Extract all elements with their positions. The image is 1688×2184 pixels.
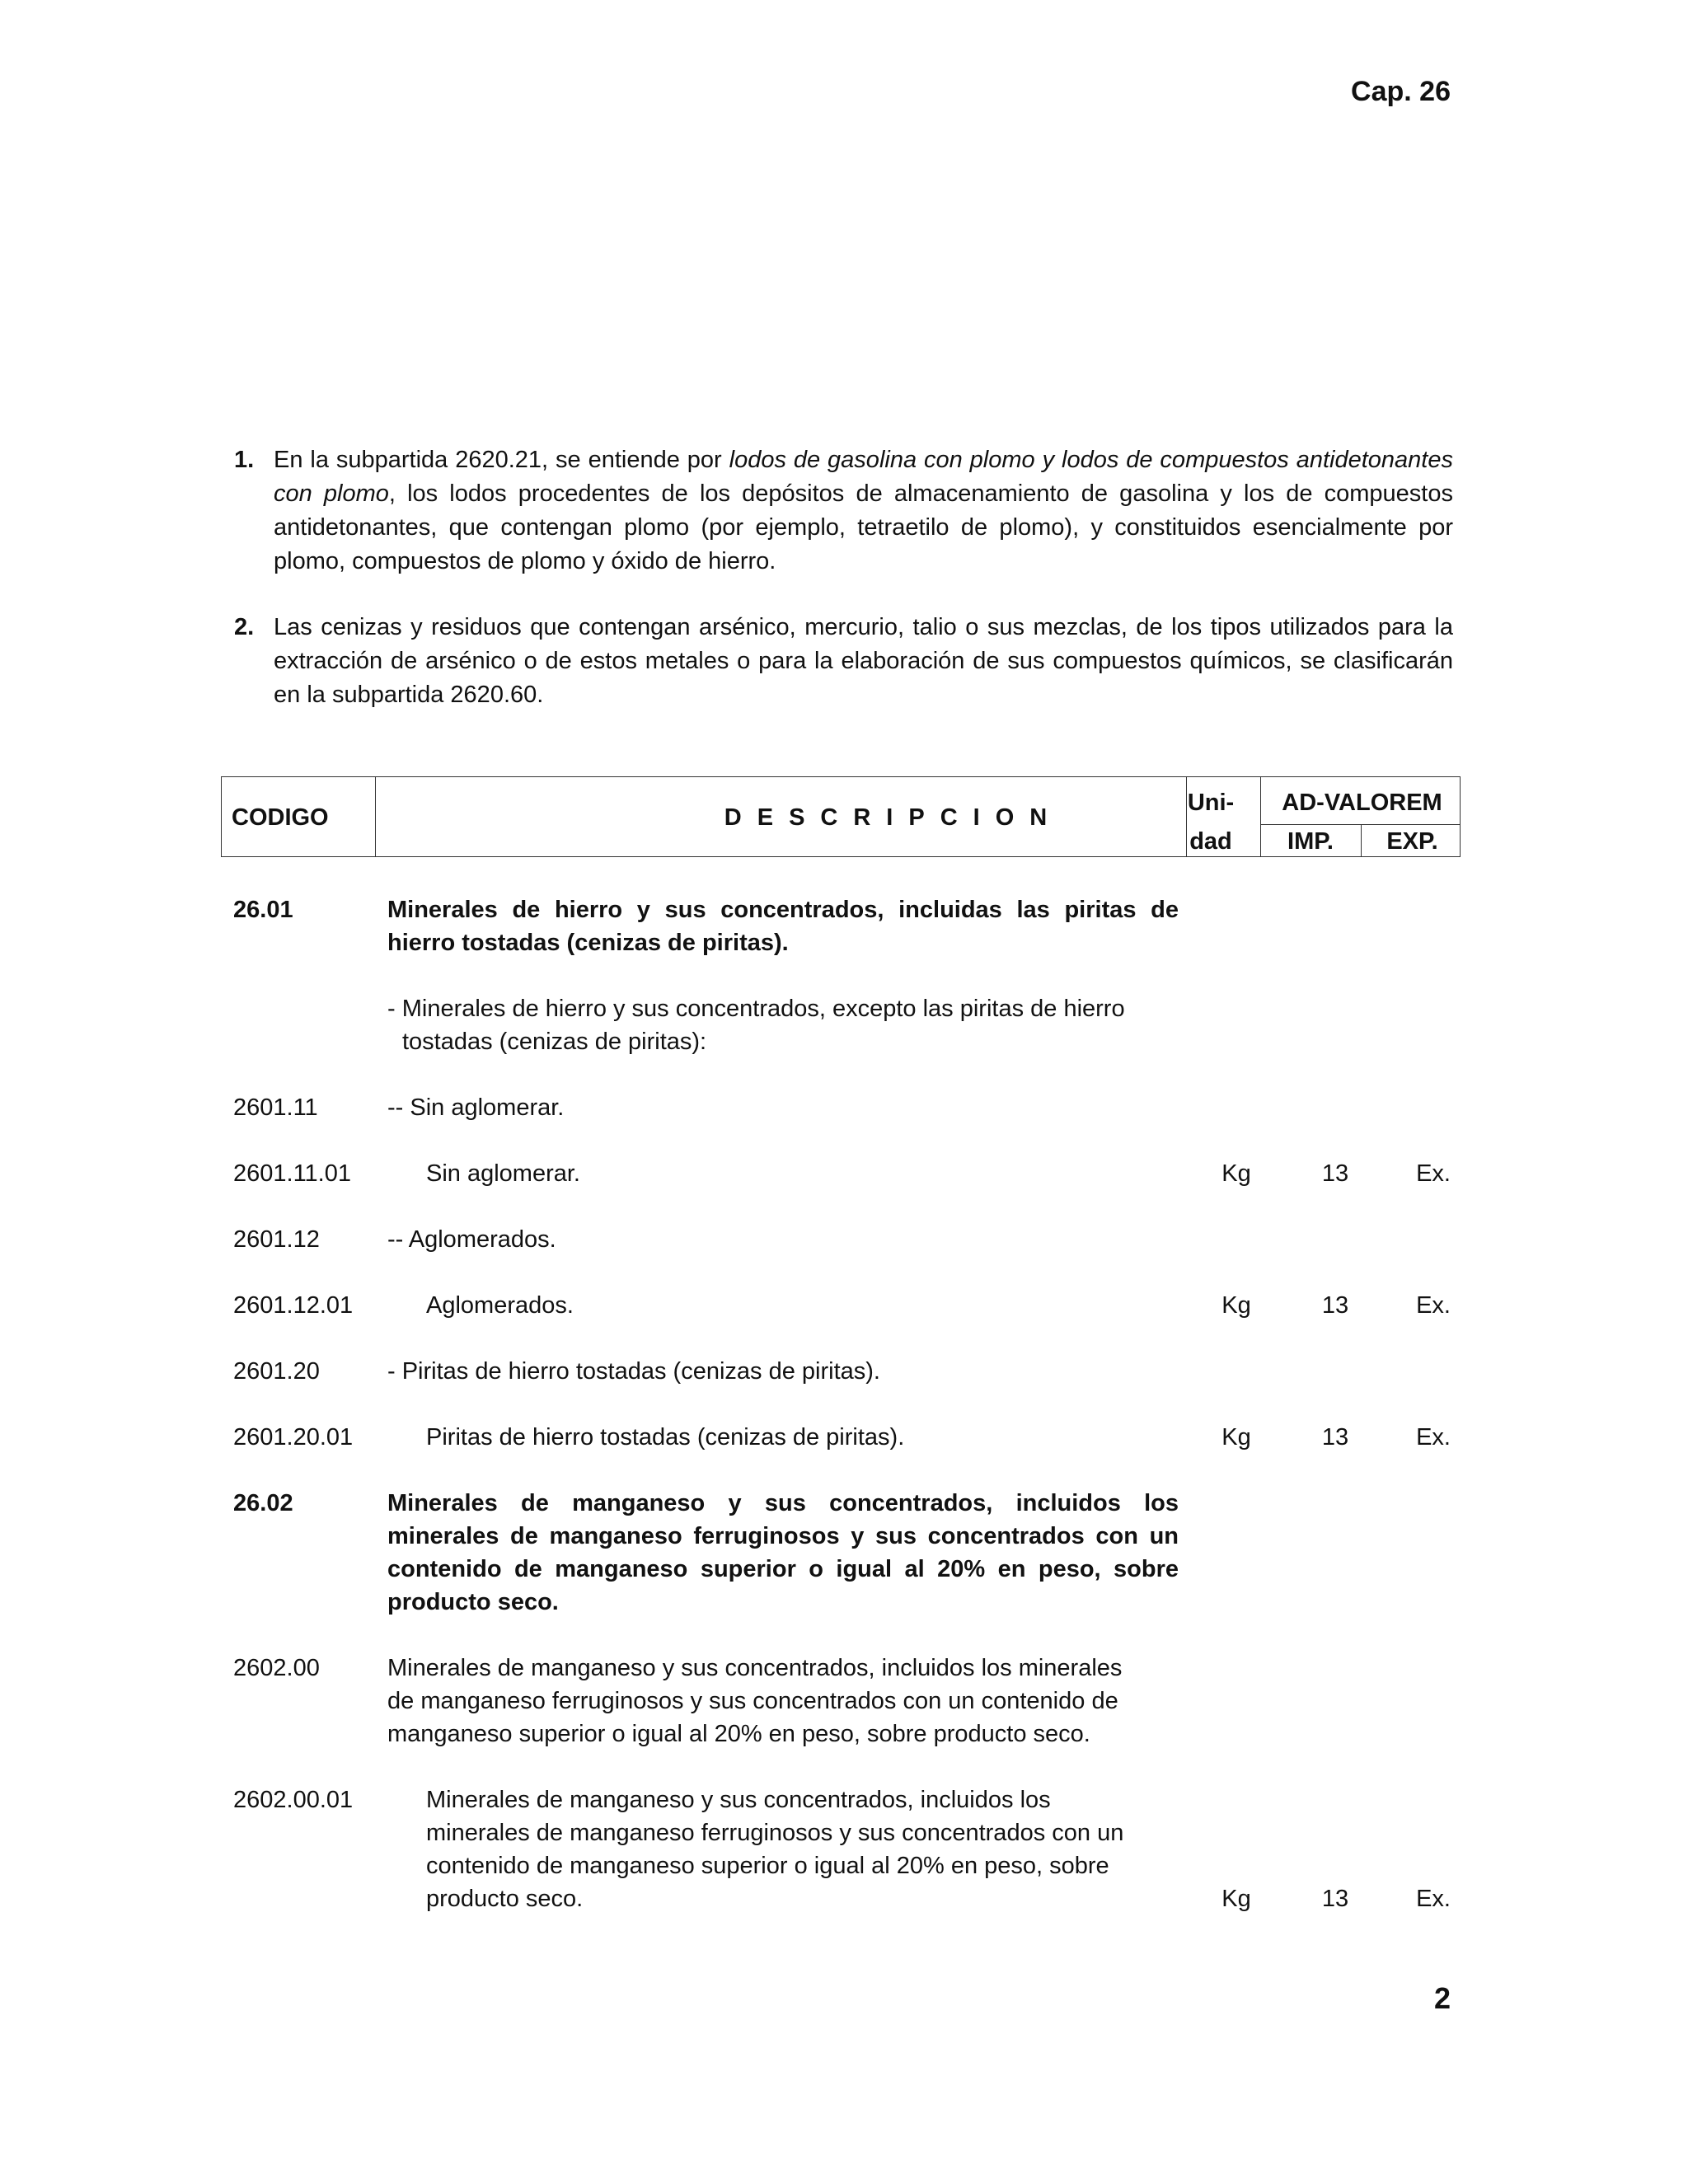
page-number: 2	[1433, 1981, 1451, 2015]
row-code: 2601.11.01	[233, 1160, 351, 1187]
note-text: Las cenizas y residuos que contengan arsénico, mercurio, talio o sus mezclas, de los tipos utilizados para la extracción de arsénico o de estos metales o para la elaboración de sus compuestos químicos, se clasificarán en la subpartida 2620.60.	[274, 614, 1453, 708]
row-exp: Ex.	[1416, 1424, 1451, 1451]
row-description: Minerales de manganeso y sus concentrados, incluidos los minerales de manganeso ferruginosos y sus concentrados con un contenido de manganeso superior o igual al 20% en peso, sobre producto seco.	[387, 1655, 1123, 1747]
row-code: 2602.00.01	[233, 1787, 354, 1813]
table-header	[221, 776, 1461, 857]
header-divider	[1361, 824, 1362, 856]
row-code: 2602.00	[233, 1655, 320, 1681]
note-2	[229, 611, 1453, 712]
header-codigo: CODIGO	[232, 804, 329, 831]
note-number: 1.	[234, 447, 255, 473]
row-exp: Ex.	[1416, 1886, 1451, 1912]
row-description: -- Sin aglomerar.	[387, 1094, 565, 1121]
header-unidad-top: Uni-	[1187, 790, 1235, 816]
row-description: Piritas de hierro tostadas (cenizas de piritas).	[426, 1424, 905, 1451]
row-code: 26.02	[233, 1490, 293, 1516]
row-description: Minerales de manganeso y sus concentrados, incluidos los minerales de manganeso ferruginosos y sus concentrados con un contenido de manganeso superior o igual al 20% en peso, sobre producto seco.	[426, 1787, 1124, 1912]
row-imp: 13	[1321, 1160, 1349, 1187]
row-code: 26.01	[233, 897, 293, 923]
row-code: 2601.12.01	[233, 1292, 354, 1319]
row-unit: Kg	[1221, 1292, 1251, 1319]
header-ad-valorem: AD-VALOREM	[1282, 790, 1442, 816]
chapter-label: Cap. 26	[1351, 76, 1451, 107]
chapter-notes	[229, 443, 1453, 712]
row-unit: Kg	[1221, 1424, 1251, 1451]
row-description: Sin aglomerar.	[426, 1160, 580, 1187]
row-description: Minerales de hierro y sus concentrados, incluidas las piritas de hierro tostadas (cenizas de piritas).	[387, 897, 1179, 956]
note-text: En la subpartida 2620.21, se entiende por lodos de gasolina con plomo y lodos de compuestos antidetonantes con plomo, los lodos procedentes de los depósitos de almacenamiento de gasolina y los de compuestos antidetonantes, que contengan plomo (por ejemplo, tetraetilo de plomo), y constituidos esencialmente por plomo, compuestos de plomo y óxido de hierro.	[274, 447, 1453, 574]
note-number: 2.	[234, 614, 255, 640]
row-description: -- Aglomerados.	[387, 1226, 556, 1253]
row-exp: Ex.	[1416, 1292, 1451, 1319]
row-description: Aglomerados.	[426, 1292, 574, 1319]
header-imp: IMP.	[1287, 828, 1334, 855]
header-divider	[1260, 824, 1460, 825]
row-imp: 13	[1321, 1424, 1349, 1451]
row-unit: Kg	[1221, 1886, 1251, 1912]
row-code: 2601.20	[233, 1358, 320, 1385]
note-1	[229, 443, 1453, 579]
row-description: - Minerales de hierro y sus concentrados, excepto las piritas de hierro tostadas (cenizas de piritas):	[387, 996, 1125, 1055]
row-code: 2601.20.01	[233, 1424, 354, 1451]
header-divider	[1260, 777, 1261, 856]
row-unit: Kg	[1221, 1160, 1251, 1187]
header-exp: EXP.	[1386, 828, 1438, 855]
row-code: 2601.12	[233, 1226, 320, 1253]
row-description: Minerales de manganeso y sus concentrados, incluidos los minerales de manganeso ferruginosos y sus concentrados con un contenido de manganeso superior o igual al 20% en peso, sobre producto seco.	[387, 1490, 1179, 1615]
header-divider	[375, 777, 376, 856]
row-exp: Ex.	[1416, 1160, 1451, 1187]
row-description: - Piritas de hierro tostadas (cenizas de piritas).	[387, 1358, 880, 1385]
header-descripcion: DESCRIPCION	[724, 804, 1063, 831]
row-imp: 13	[1321, 1292, 1349, 1319]
row-code: 2601.11	[233, 1094, 318, 1121]
row-imp: 13	[1321, 1886, 1349, 1912]
header-unidad-bottom: dad	[1189, 828, 1232, 855]
